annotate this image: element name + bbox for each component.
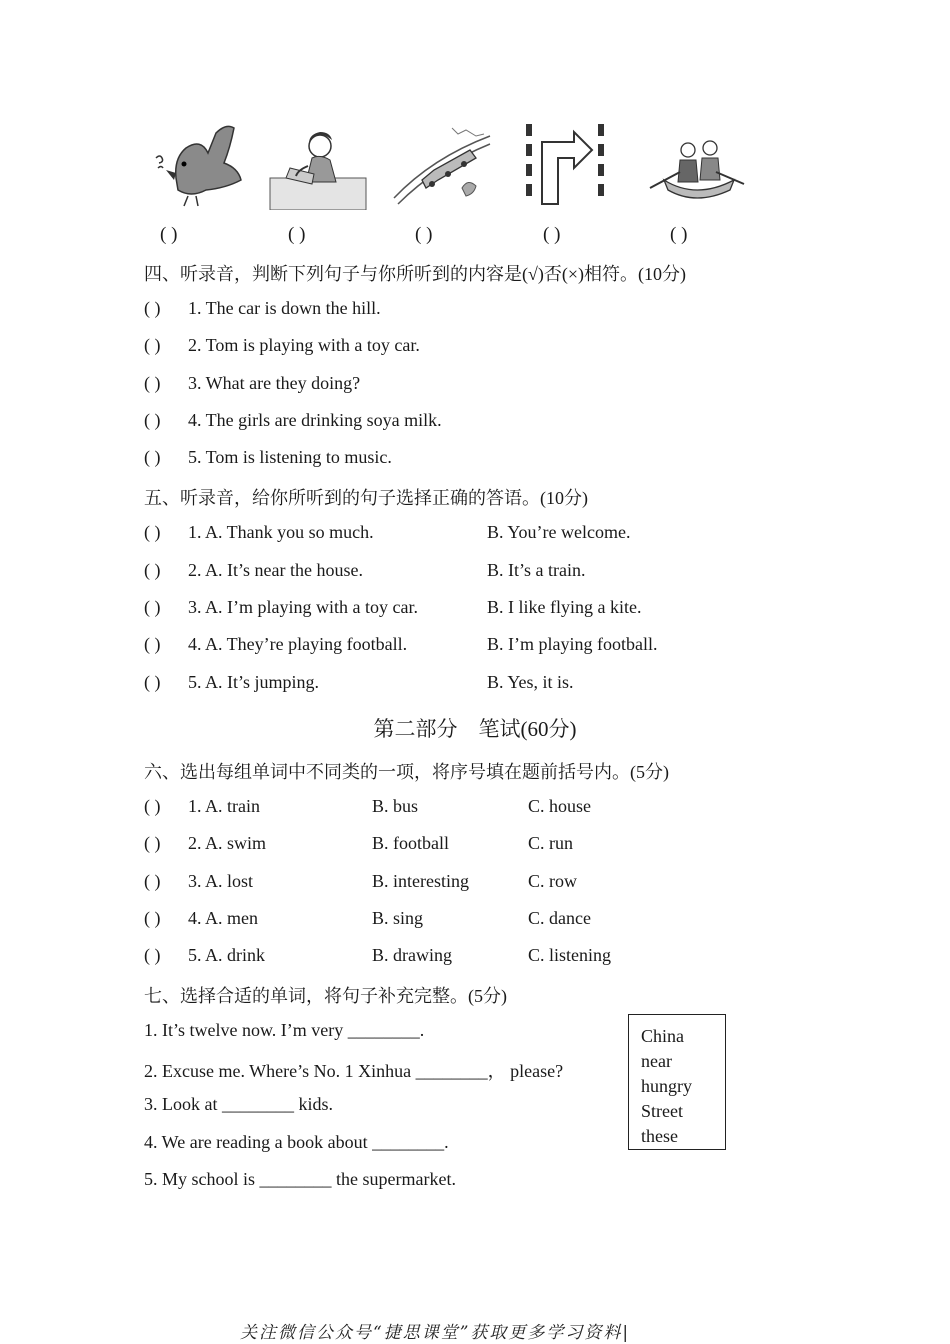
question-text: 1. The car is down the hill. (188, 298, 381, 318)
option-c: C. run (528, 833, 573, 853)
answer-paren[interactable]: ( ) (144, 447, 161, 467)
section-4-item-4 (144, 410, 442, 431)
part-2-title: 第二部分 笔试(60分) (373, 717, 577, 741)
section-7-title: 七、选择合适的单词，将句子补充完整。(5分) (144, 986, 507, 1006)
answer-paren[interactable]: ( ) (144, 522, 161, 542)
answer-paren[interactable]: ( ) (144, 597, 161, 617)
option-b: B. I’m playing football. (487, 634, 658, 654)
section-5-item-4 (144, 634, 407, 655)
option-b: B. football (372, 833, 449, 853)
answer-paren[interactable]: ( ) (144, 945, 161, 965)
picture-answer-blanks (0, 224, 950, 248)
answer-paren[interactable]: ( ) (144, 833, 161, 853)
section-5-item-2 (144, 560, 363, 581)
fill-sentence-4: 4. We are reading a book about ________. (144, 1132, 449, 1152)
option-b: B. Yes, it is. (487, 672, 574, 692)
section-6-item-2 (144, 833, 266, 854)
section-6-item-1 (144, 796, 260, 817)
option-a: 2. A. It’s near the house. (188, 560, 363, 580)
answer-paren[interactable]: ( ) (144, 560, 161, 580)
bird-singing-icon (146, 118, 246, 210)
option-a: 5. A. drink (188, 945, 266, 965)
fill-sentence-5: 5. My school is ________ the supermarket. (144, 1169, 456, 1189)
section-6-title: 六、选出每组单词中不同类的一项，将序号填在题前括号内。(5分) (144, 762, 669, 782)
answer-paren[interactable]: ( ) (144, 410, 161, 430)
answer-blank-4[interactable]: ( ) (543, 224, 561, 245)
option-a: 3. A. lost (188, 871, 254, 891)
word-bank-item: Street (641, 1101, 683, 1121)
option-b: B. I like flying a kite. (487, 597, 642, 617)
section-6-item-5 (144, 945, 265, 966)
answer-paren[interactable]: ( ) (144, 908, 161, 928)
question-text: 5. Tom is listening to music. (188, 447, 392, 467)
answer-blank-1[interactable]: ( ) (160, 224, 178, 245)
answer-paren[interactable]: ( ) (144, 298, 161, 318)
word-bank-item: near (641, 1051, 672, 1071)
option-b: B. bus (372, 796, 419, 816)
section-4-title: 四、听录音，判断下列句子与你所听到的内容是(√)否(×)相符。(10分) (144, 264, 686, 284)
turn-right-sign-icon (520, 118, 620, 210)
option-b: B. interesting (372, 871, 469, 891)
option-a: 2. A. swim (188, 833, 267, 853)
word-bank-item: these (641, 1126, 678, 1146)
section-4-item-2 (144, 335, 420, 356)
question-text: 4. The girls are drinking soya milk. (188, 410, 442, 430)
option-b: B. drawing (372, 945, 452, 965)
question-text: 3. What are they doing? (188, 373, 361, 393)
option-c: C. row (528, 871, 577, 891)
girl-reading-icon (268, 118, 368, 210)
word-bank-box (628, 1014, 726, 1150)
answer-paren[interactable]: ( ) (144, 335, 161, 355)
answer-paren[interactable]: ( ) (144, 634, 161, 654)
section-5-item-3 (144, 597, 418, 618)
option-c: C. dance (528, 908, 591, 928)
rowing-boat-icon (646, 118, 746, 210)
fill-sentence-3: 3. Look at ________ kids. (144, 1094, 333, 1114)
option-c: C. house (528, 796, 591, 816)
option-b: B. It’s a train. (487, 560, 586, 580)
word-bank-item: China (641, 1026, 684, 1046)
answer-blank-5[interactable]: ( ) (670, 224, 688, 245)
answer-paren[interactable]: ( ) (144, 672, 161, 692)
picture-row (140, 118, 760, 210)
option-c: C. listening (528, 945, 612, 965)
section-5-item-5 (144, 672, 319, 693)
answer-blank-2[interactable]: ( ) (288, 224, 306, 245)
section-4-item-1 (144, 298, 381, 319)
answer-blank-3[interactable]: ( ) (415, 224, 433, 245)
option-a: 5. A. It’s jumping. (188, 672, 320, 692)
fill-sentence-2: 2. Excuse me. Where’s No. 1 Xinhua ________， please? (144, 1061, 564, 1081)
word-bank-item: hungry (641, 1076, 692, 1096)
section-6-item-4 (144, 908, 258, 929)
option-a: 3. A. I’m playing with a toy car. (188, 597, 418, 617)
fill-sentence-1: 1. It’s twelve now. I’m very ________. (144, 1020, 425, 1040)
section-4-item-5 (144, 447, 392, 468)
answer-paren[interactable]: ( ) (144, 373, 161, 393)
option-a: 4. A. men (188, 908, 258, 928)
option-a: 1. A. Thank you so much. (188, 522, 374, 542)
option-b: B. sing (372, 908, 424, 928)
section-5-title: 五、听录音，给你所听到的句子选择正确的答语。(10分) (144, 488, 588, 508)
section-5-item-1 (144, 522, 374, 543)
answer-paren[interactable]: ( ) (144, 796, 161, 816)
question-text: 2. Tom is playing with a toy car. (188, 335, 420, 355)
footer-note: 关注微信公众号“捷思课堂”获取更多学习资料| (240, 1323, 631, 1343)
option-a: 4. A. They’re playing football. (188, 634, 408, 654)
train-icon (392, 118, 492, 210)
option-a: 1. A. train (188, 796, 260, 816)
section-4-item-3 (144, 373, 360, 394)
answer-paren[interactable]: ( ) (144, 871, 161, 891)
option-b: B. You’re welcome. (487, 522, 631, 542)
section-6-item-3 (144, 871, 253, 892)
